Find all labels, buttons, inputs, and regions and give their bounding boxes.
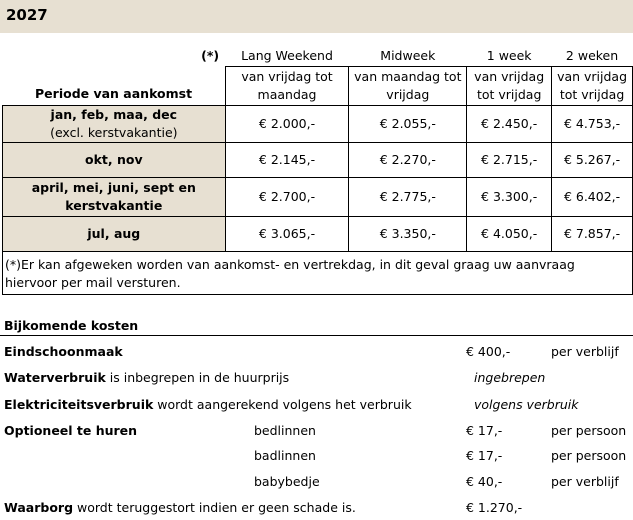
- column-header: 2 weken: [565, 48, 619, 63]
- table-row: [3, 178, 633, 217]
- optional-label: Optioneel te huren: [4, 423, 138, 438]
- price-cell: € 3.065,-: [225, 217, 349, 252]
- water-row: [0, 370, 633, 390]
- table-row: [3, 106, 633, 143]
- column-header: Midweek: [380, 48, 436, 63]
- period-cell: april, mei, juni, sept en kerstvakantie: [3, 178, 226, 217]
- price-cell: € 6.402,-: [552, 178, 633, 217]
- column-subheader: van maandag tot vrijdag: [349, 67, 467, 106]
- deposit-label: Waarborg: [4, 500, 74, 515]
- price-cell: € 3.350,-: [349, 217, 467, 252]
- water-description: is inbegrepen in de huurprijs: [105, 370, 290, 385]
- optional-unit: per persoon: [551, 448, 627, 463]
- water-amount: ingebrepen: [474, 370, 546, 385]
- period-cell: okt, nov: [3, 143, 226, 178]
- subheader-row: [3, 67, 633, 106]
- electricity-description: wordt aangerekend volgens het verbruik: [153, 397, 412, 412]
- year-header-bar: [0, 0, 633, 33]
- period-label: jan, feb, maa, dec: [50, 107, 178, 122]
- column-subheader: van vrijdag tot maandag: [225, 67, 349, 106]
- cleaning-amount: € 400,-: [466, 344, 511, 359]
- price-cell: € 2.700,-: [225, 178, 349, 217]
- price-cell: € 2.000,-: [225, 106, 349, 143]
- optional-row: [0, 448, 633, 468]
- optional-amount: € 40,-: [466, 474, 503, 489]
- optional-unit: per persoon: [551, 423, 627, 438]
- price-cell: € 2.270,-: [349, 143, 467, 178]
- optional-amount: € 17,-: [466, 448, 503, 463]
- price-table: [2, 46, 633, 295]
- table-row: [3, 217, 633, 252]
- period-cell: [3, 106, 226, 143]
- section-divider: [0, 335, 633, 336]
- footnote: (*)Er kan afgeweken worden van aankomst- en vertrekdag, in dit geval graag uw aanvraag hiervoor per mail versturen.: [3, 252, 633, 295]
- column-header: 1 week: [486, 48, 532, 63]
- optional-row: [0, 474, 633, 494]
- price-cell: € 5.267,-: [552, 143, 633, 178]
- optional-unit: per verblijf: [551, 474, 619, 489]
- price-cell: € 4.050,-: [467, 217, 552, 252]
- price-cell: € 3.300,-: [467, 178, 552, 217]
- deposit-description: wordt teruggestort indien er geen schade is.: [73, 500, 356, 515]
- electricity-label: Elektriciteitsverbruik: [4, 397, 154, 412]
- cleaning-row: [0, 344, 633, 364]
- period-note: (excl. kerstvakantie): [50, 125, 178, 140]
- optional-item: babybedje: [254, 474, 320, 489]
- water-label: Waterverbruik: [4, 370, 106, 385]
- note-marker: (*): [201, 48, 220, 64]
- year-title: 2027: [6, 6, 48, 24]
- price-cell: € 2.055,-: [349, 106, 467, 143]
- deposit-amount: € 1.270,-: [466, 500, 523, 515]
- price-cell: € 7.857,-: [552, 217, 633, 252]
- column-header-row: [3, 46, 633, 67]
- period-cell: jul, aug: [3, 217, 226, 252]
- deposit-row: [0, 500, 633, 520]
- price-cell: € 2.450,-: [467, 106, 552, 143]
- column-subheader: van vrijdag tot vrijdag: [552, 67, 633, 106]
- optional-row: [0, 423, 633, 443]
- optional-item: bedlinnen: [254, 423, 316, 438]
- electricity-row: [0, 397, 633, 417]
- table-row: [3, 143, 633, 178]
- cleaning-unit: per verblijf: [551, 344, 619, 359]
- column-header: Lang Weekend: [241, 48, 333, 63]
- price-cell: € 4.753,-: [552, 106, 633, 143]
- electricity-amount: volgens verbruik: [474, 397, 579, 412]
- extra-costs-title: Bijkomende kosten: [4, 318, 139, 333]
- footnote-row: [3, 252, 633, 295]
- optional-item: badlinnen: [254, 448, 316, 463]
- period-header: Periode van aankomst: [35, 86, 193, 101]
- price-cell: € 2.715,-: [467, 143, 552, 178]
- optional-amount: € 17,-: [466, 423, 503, 438]
- price-cell: € 2.145,-: [225, 143, 349, 178]
- cleaning-label: Eindschoonmaak: [4, 344, 123, 359]
- price-cell: € 2.775,-: [349, 178, 467, 217]
- column-subheader: van vrijdag tot vrijdag: [467, 67, 552, 106]
